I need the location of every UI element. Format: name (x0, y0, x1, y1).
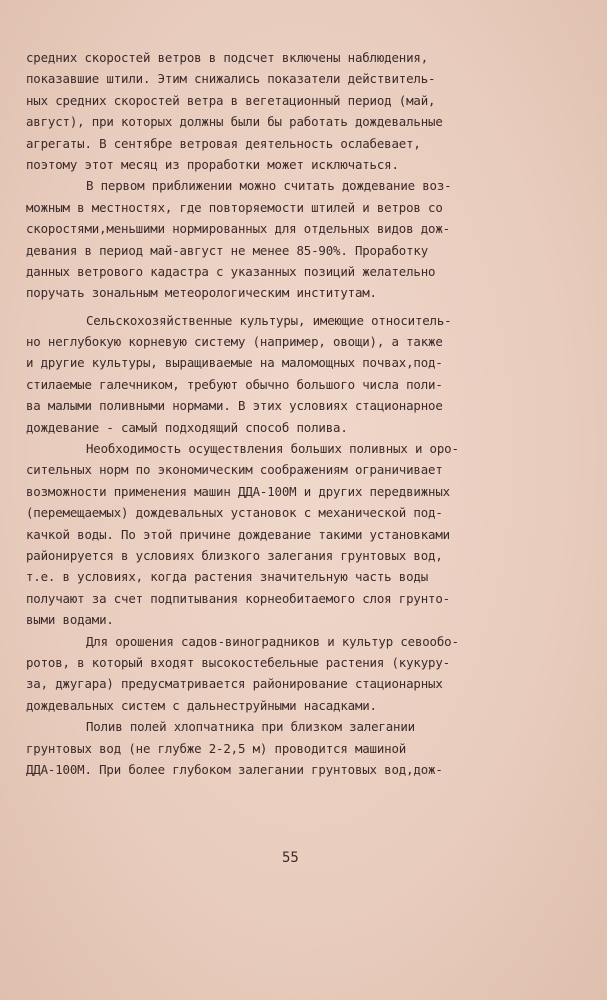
text-line: (перемещаемых) дождевальных установок с механической под- (26, 505, 443, 521)
text-line: ных средних скоростей ветра в вегетационный период (май, (26, 92, 436, 108)
text-line: качкой воды. По этой причине дождевание такими установками (26, 526, 450, 542)
body-text (26, 47, 504, 780)
text-line: данных ветрового кадастра с указанных позиций желательно (26, 263, 436, 279)
text-line: поэтому этот месяц из проработки может исключаться. (26, 156, 399, 172)
text-line: получают за счет подпитывания корнеобитаемого слоя грунто- (26, 590, 450, 606)
paragraph-first-line: В первом приближении можно считать дождевание воз- (86, 178, 452, 194)
text-line: стилаемые галечником, требуют обычно большого числа поли- (26, 376, 443, 392)
text-line: районируется в условиях близкого залегания грунтовых вод, (26, 547, 443, 563)
text-line: агрегаты. В сентябре ветровая деятельность ослабевает, (26, 135, 421, 151)
text-line: возможности применения машин ДДА-100М и других передвижных (26, 483, 450, 499)
page-number: 55 (282, 850, 299, 866)
text-line: ротов, в который входят высокостебельные растения (кукуру- (26, 654, 450, 670)
paragraph-first-line: Сельскохозяйственные культуры, имеющие относитель- (86, 312, 452, 328)
text-line: т.е. в условиях, когда растения значительную часть воды (26, 569, 429, 585)
text-line: выми водами. (26, 612, 114, 628)
text-line: дождевальных систем с дальнеструйными насадками. (26, 697, 377, 713)
text-line: август), при которых должны были бы работать дождевальные (26, 114, 443, 130)
paragraph-first-line: Для орошения садов-виноградников и культур севообо- (86, 633, 459, 649)
text-line: девания в период май-август не менее 85-90%. Проработку (26, 242, 429, 258)
text-line: поручать зональным метеорологическим институтам. (26, 285, 377, 301)
paragraph-first-line: Полив полей хлопчатника при близком залегании (86, 719, 415, 735)
text-line: за, джугара) предусматривается районирование стационарных (26, 676, 443, 692)
text-line: но неглубокую корневую систему (например, овощи), а также (26, 334, 443, 350)
text-line: и другие культуры, выращиваемые на маломощных почвах,под- (26, 355, 443, 371)
text-line: ва малыми поливными нормами. В этих условиях стационарное (26, 398, 443, 414)
text-line: средних скоростей ветров в подсчет включены наблюдения, (26, 50, 429, 65)
text-line: дождевание - самый подходящий способ полива. (26, 419, 348, 435)
paragraph-first-line: Необходимость осуществления больших поливных и оро- (86, 441, 459, 457)
text-line: грунтовых вод (не глубже 2-2,5 м) проводится машиной (26, 740, 407, 756)
text-line: ДДА-100М. При более глубоком залегании грунтовых вод,дож- (26, 761, 443, 777)
text-line: сительных норм по экономическим соображениям ограничивает (26, 462, 443, 478)
text-line: скоростями,меньшими нормированных для отдельных видов дож- (26, 221, 450, 237)
text-line: показавшие штили. Этим снижались показатели действитель- (26, 71, 436, 87)
text-line: можным в местностях, где повторяемости штилей и ветров со (26, 199, 443, 215)
